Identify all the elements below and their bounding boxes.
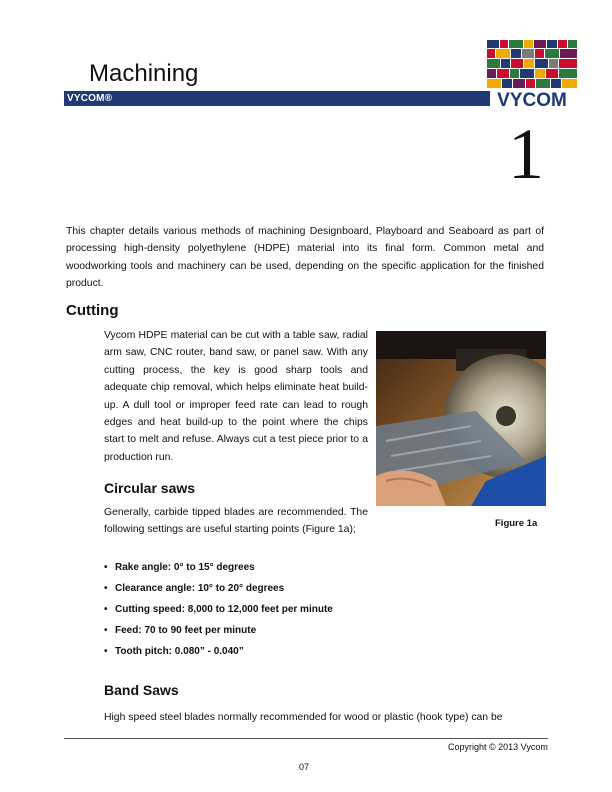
vycom-logo <box>487 40 577 108</box>
figure-caption: Figure 1a <box>495 518 538 529</box>
band-saws-paragraph: High speed steel blades normally recommended for wood or plastic (hook type) can be <box>104 712 503 723</box>
chapter-title: Machining <box>89 60 199 87</box>
cutting-paragraph: Vycom HDPE material can be cut with a table saw, radial arm saw, CNC router, band saw, or panel saw. With any cutting process, the key is good sharp tools and adequate chip removal, which helps eliminate heat build-up. A dull tool or improper feed rate can lead to rough edges and heat build-up to the point where the chips start to melt and refuse. Always cut a test piece prior to a production run. <box>104 330 368 463</box>
brand-tag: VYCOM® <box>67 93 113 104</box>
logo-mosaic <box>487 40 577 88</box>
chapter-number: 1 <box>508 114 544 194</box>
circular-saws-heading: Circular saws <box>104 480 196 496</box>
cutting-heading: Cutting <box>66 302 119 319</box>
list-item: • Feed: 70 to 90 feet per minute <box>104 625 333 636</box>
list-item: • Cutting speed: 8,000 to 12,000 feet per minute <box>104 604 333 615</box>
list-item: • Clearance angle: 10° to 20° degrees <box>104 583 333 594</box>
intro-paragraph: This chapter details various methods of machining Designboard, Playboard and Seaboard as part of processing high-density polyethylene (HDPE) material into its final form. Common metal and woodworking tools and machinery can be used, depending on the specific application for the finished product. <box>66 226 544 290</box>
list-item: • Tooth pitch: 0.080” - 0.040” <box>104 646 333 657</box>
page-number: 07 <box>299 762 310 772</box>
circular-saws-paragraph: Generally, carbide tipped blades are recommended. The following settings are useful starting points (Figure 1a); <box>104 507 368 536</box>
logo-wordmark: VYCOM <box>497 90 567 108</box>
copyright-notice: Copyright © 2013 Vycom <box>448 742 548 752</box>
list-item: • Rake angle: 0° to 15° degrees <box>104 562 333 573</box>
band-saws-heading: Band Saws <box>104 682 179 698</box>
saw-cutting-photo <box>376 331 546 506</box>
saw-settings-list <box>104 562 333 667</box>
footer-rule <box>64 738 548 739</box>
header-bar <box>64 91 490 106</box>
